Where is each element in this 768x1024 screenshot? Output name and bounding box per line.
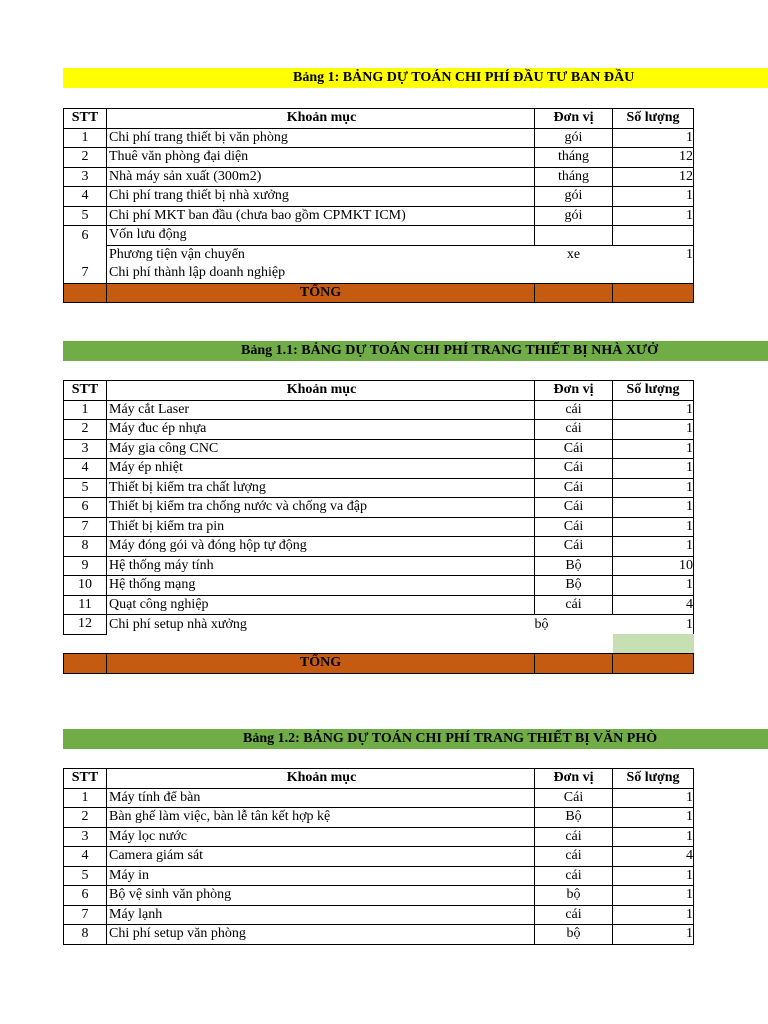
cell-unit: bộ: [535, 925, 613, 945]
total-row: [64, 654, 694, 674]
cell-item: Hệ thống mạng: [107, 576, 535, 596]
cell-stt: 3: [64, 439, 107, 459]
table1-2-title: Bảng 1.2: BẢNG DỰ TOÁN CHI PHÍ TRANG THIẾT BỊ VĂN PHÒ: [243, 731, 658, 746]
cell-stt: 8: [64, 537, 107, 557]
cell-qty: 1: [613, 400, 694, 420]
cell-qty: 4: [613, 847, 694, 867]
header-unit: Đơn vị: [535, 381, 613, 401]
cell-qty: 12: [613, 148, 694, 168]
cell-stt: 5: [64, 866, 107, 886]
cell-item: Chi phí trang thiết bị văn phòng: [107, 128, 535, 148]
cell-unit: cái: [535, 420, 613, 440]
table-row: [64, 128, 694, 148]
cell-qty: 1: [613, 517, 694, 537]
cell-item: Hệ thống máy tính: [107, 556, 535, 576]
table-row: [64, 576, 694, 596]
table-row: [64, 400, 694, 420]
cell-unit: xe: [566, 246, 581, 262]
cell-qty: 1: [613, 478, 694, 498]
cell-stt: 10: [64, 576, 107, 596]
cell-qty: 1: [613, 615, 694, 635]
cell-qty: 12: [613, 167, 694, 187]
cell-item: Thiết bị kiểm tra chống nước và chống va đập: [107, 498, 535, 518]
cell-unit: cái: [535, 866, 613, 886]
cell-qty: 1: [613, 498, 694, 518]
header-qty: Số lượng: [613, 109, 694, 129]
header-stt: STT: [64, 381, 107, 401]
table-row: [64, 517, 694, 537]
header-stt: STT: [64, 109, 107, 129]
cell-qty: 1: [613, 128, 694, 148]
cell-item: Thiết bị kiểm tra pin: [107, 517, 535, 537]
cell-qty: 1: [613, 245, 694, 264]
table-row: [64, 498, 694, 518]
table-row: [64, 537, 694, 557]
cell-item: Chi phí setup văn phòng: [107, 925, 535, 945]
table1-title-bar: [63, 68, 768, 88]
table-row: [64, 886, 694, 906]
table-row: [64, 827, 694, 847]
table-row: [64, 459, 694, 479]
cell-stt: 7: [64, 264, 107, 283]
table1-2-header-row: [64, 769, 694, 789]
cell-unit: [535, 264, 613, 283]
cell-item: Máy cắt Laser: [107, 400, 535, 420]
cell-unit: cái: [535, 595, 613, 615]
header-item: Khoản mục: [107, 769, 535, 789]
table-row: [64, 167, 694, 187]
total-stt-cell: [64, 654, 107, 674]
cell-item: Chi phí setup nhà xưởng: [109, 616, 247, 632]
cell-item: Chi phí thành lập doanh nghiệp: [109, 265, 286, 281]
table1: [63, 108, 694, 303]
cell-unit: Cái: [535, 517, 613, 537]
cell-item: Máy in: [107, 866, 535, 886]
cell-unit: Bộ: [535, 576, 613, 596]
cell-stt: [64, 245, 107, 264]
header-stt: STT: [64, 769, 107, 789]
total-label: TỔNG: [107, 283, 535, 303]
cell-stt: 2: [64, 808, 107, 828]
cell-item: Máy gia công CNC: [107, 439, 535, 459]
table-row: [64, 847, 694, 867]
header-item: Khoản mục: [107, 109, 535, 129]
cell-unit: cái: [535, 847, 613, 867]
cell-unit: cái: [535, 827, 613, 847]
highlight-cell: [613, 634, 694, 654]
cell-item: Nhà máy sản xuất (300m2): [107, 167, 535, 187]
cell-unit: Bộ: [535, 556, 613, 576]
table1-1-header-row: [64, 381, 694, 401]
cell-qty: [613, 264, 694, 283]
cell-unit: tháng: [535, 167, 613, 187]
cell-item: Máy lạnh: [107, 905, 535, 925]
cell-qty: 1: [613, 576, 694, 596]
cell-item: Bàn ghế làm việc, bàn lễ tân kết hợp kệ: [107, 808, 535, 828]
cell-item: Máy ép nhiệt: [107, 459, 535, 479]
cell-qty: 1: [613, 866, 694, 886]
table1-2-title-bar: [63, 729, 768, 749]
total-unit-cell: [535, 654, 613, 674]
total-unit-cell: [535, 283, 613, 303]
table-row: [64, 148, 694, 168]
cell-qty: 1: [613, 206, 694, 226]
table-row: [64, 245, 694, 264]
table-row: [64, 187, 694, 207]
cell-stt: 2: [64, 420, 107, 440]
cell-item: Chi phí MKT ban đầu (chưa bao gồm CPMKT ICM): [107, 206, 535, 226]
cell-stt: 7: [64, 517, 107, 537]
cell-item: Chi phí trang thiết bị nhà xưởng: [107, 187, 535, 207]
cell-unit: gói: [535, 128, 613, 148]
cell-unit: Cái: [535, 478, 613, 498]
table-row: [64, 595, 694, 615]
cell-stt: 1: [64, 400, 107, 420]
cell-item: Máy đóng gói và đóng hộp tự động: [107, 537, 535, 557]
cell-stt: 11: [64, 595, 107, 615]
cell-item: Máy đuc ép nhựa: [107, 420, 535, 440]
cell-qty: [613, 226, 694, 246]
cell-stt: 2: [64, 148, 107, 168]
cell-qty: 1: [613, 808, 694, 828]
cell-qty: 1: [613, 439, 694, 459]
cell-stt: 3: [64, 167, 107, 187]
cell-stt: 4: [64, 187, 107, 207]
header-qty: Số lượng: [613, 381, 694, 401]
total-qty-cell: [613, 283, 694, 303]
table1-1: [63, 380, 694, 674]
cell-stt: 4: [64, 847, 107, 867]
total-stt-cell: [64, 283, 107, 303]
cell-unit: Cái: [535, 498, 613, 518]
cell-stt: 6: [64, 498, 107, 518]
cell-item: Thiết bị kiểm tra chất lượng: [107, 478, 535, 498]
cell-unit: gói: [535, 206, 613, 226]
cell-item: Thuê văn phòng đại diện: [107, 148, 535, 168]
header-unit: Đơn vị: [535, 769, 613, 789]
table-row: [64, 925, 694, 945]
cell-stt: 1: [64, 788, 107, 808]
cell-qty: 1: [613, 925, 694, 945]
cell-stt: 4: [64, 459, 107, 479]
table-row: [64, 615, 694, 635]
cell-unit: Cái: [535, 439, 613, 459]
table-row: [64, 866, 694, 886]
cell-unit: gói: [535, 187, 613, 207]
cell-stt: 5: [64, 478, 107, 498]
cell-qty: 1: [613, 886, 694, 906]
cell-unit: [535, 226, 613, 246]
cell-stt: 8: [64, 925, 107, 945]
table-row: [64, 788, 694, 808]
cell-unit: bộ: [534, 616, 549, 632]
cell-qty: 1: [613, 459, 694, 479]
cell-unit: cái: [535, 905, 613, 925]
table1-1-title: Bảng 1.1: BẢNG DỰ TOÁN CHI PHÍ TRANG THIẾT BỊ NHÀ XƯỞ: [241, 343, 658, 358]
cell-qty: 1: [613, 537, 694, 557]
cell-stt: 1: [64, 128, 107, 148]
cell-qty: 1: [613, 905, 694, 925]
table1-1-title-bar: [63, 341, 768, 361]
table1-header-row: [64, 109, 694, 129]
cell-unit: bộ: [535, 886, 613, 906]
cell-stt: 9: [64, 556, 107, 576]
table-row: [64, 556, 694, 576]
table-row: [64, 226, 694, 246]
cell-stt: 7: [64, 905, 107, 925]
spacer-row: [64, 634, 694, 654]
header-item: Khoản mục: [107, 381, 535, 401]
cell-unit: Bộ: [535, 808, 613, 828]
cell-unit: Cái: [535, 459, 613, 479]
header-qty: Số lượng: [613, 769, 694, 789]
cell-unit: cái: [535, 400, 613, 420]
cell-unit: tháng: [535, 148, 613, 168]
cell-qty: 4: [613, 595, 694, 615]
table-row: [64, 905, 694, 925]
cell-stt: 3: [64, 827, 107, 847]
cell-item: Camera giám sát: [107, 847, 535, 867]
cell-unit: Cái: [535, 788, 613, 808]
table-row: [64, 808, 694, 828]
cell-item: Máy lọc nước: [107, 827, 535, 847]
table1-title: Bảng 1: BẢNG DỰ TOÁN CHI PHÍ ĐẦU TƯ BAN ĐẦU: [293, 70, 635, 85]
total-qty-cell: [613, 654, 694, 674]
total-label: TỔNG: [107, 654, 535, 674]
table-row: [64, 206, 694, 226]
cell-item: Phương tiện vận chuyển: [109, 246, 245, 262]
cell-qty: 1: [613, 788, 694, 808]
cell-item: Bộ vệ sinh văn phòng: [107, 886, 535, 906]
cell-qty: 10: [613, 556, 694, 576]
table-row: [64, 264, 694, 283]
cell-stt: 5: [64, 206, 107, 226]
cell-qty: 1: [613, 420, 694, 440]
cell-unit: Cái: [535, 537, 613, 557]
cell-qty: 1: [613, 187, 694, 207]
header-unit: Đơn vị: [535, 109, 613, 129]
total-row: [64, 283, 694, 303]
cell-item: Vốn lưu động: [107, 226, 535, 246]
table-row: [64, 420, 694, 440]
table1-2: [63, 768, 694, 945]
cell-qty: 1: [613, 827, 694, 847]
cell-item: Quạt công nghiệp: [107, 595, 535, 615]
cell-stt: 6: [64, 226, 107, 246]
cell-stt: 6: [64, 886, 107, 906]
table-row: [64, 478, 694, 498]
table-row: [64, 439, 694, 459]
cell-stt: 12: [64, 615, 107, 635]
cell-item: Máy tính để bàn: [107, 788, 535, 808]
